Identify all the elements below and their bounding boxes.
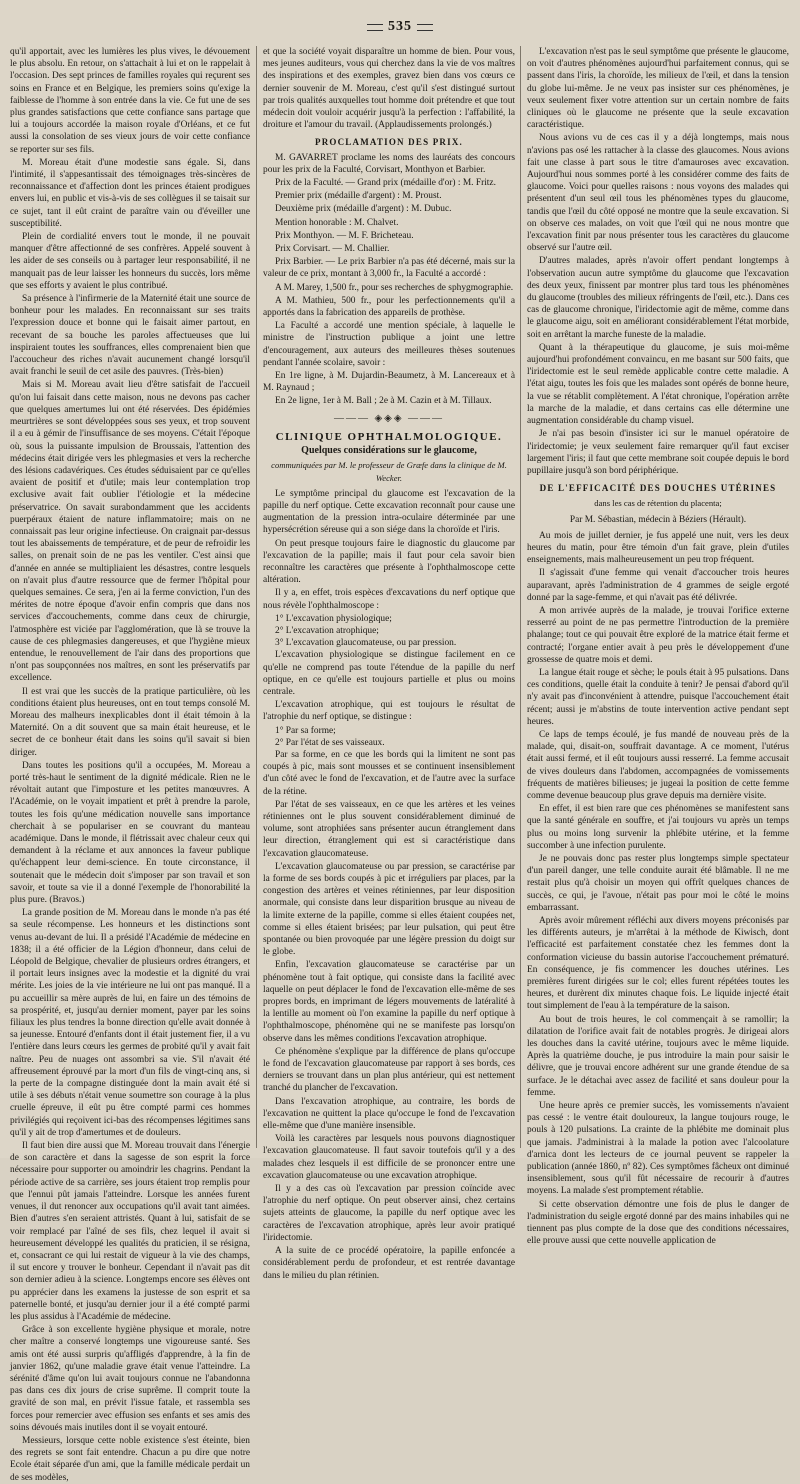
paragraph: Ce laps de temps écoulé, je fus mandé de nouveau près de la malade, qui, disait-on, souffrait davantage. A ce moment, l'utérus était aussi fermé, et il eût toujours aussi resserré. La femme accusait de vives douleurs dans l'abdomen, accompagnées de vomissements fréquents de matières bilieuses; je jugeai la position de cette femme comme devenue beaucoup plus grave depuis ma dernière visite. [527,729,789,801]
paragraph: Le symptôme principal du glaucome est l'excavation de la papille du nerf optique. Cette excavation reconnaît pour cause une augmentation de la pression intra-oculaire déterminée par une hypersécrétion séreuse qui a son siége dans la choroïde et l'iris. [263,488,515,536]
paragraph: Il est vrai que les succès de la pratique particulière, où les conditions étaient plus heureuses, ont en tout temps consolé M. Moreau des malheurs inexplicables dont il était témoin à la Maternité. On a dit souvent que sa main était heureuse, et le secret de ce bonheur était dans les soins qu'il savait si bien diriger. [10,686,250,758]
prize-line: Prix Corvisart. — M. Challier. [275,244,390,255]
clinic-heading: CLINIQUE OPHTHALMOLOGIQUE. [275,430,503,443]
paragraph: M. GAVARRET proclame les noms des lauréats des concours pour les prix de la Faculté, Corvisart, Monthyon et Barbier. [263,152,515,175]
paragraph: Par sa forme, en ce que les bords qui la limitent ne sont pas coupés à pic, mais sont mousses et se continuent insensiblement d'un côté avec le fond de l'excavation, et de l'autre avec la surface de la rétine. [263,749,515,797]
douches-subheading: dans les cas de rétention du placenta; [594,498,722,509]
page-header [0,14,800,40]
column-3 [527,46,789,1247]
column-divider [256,46,257,1148]
paragraph: L'excavation physiologique se distingue facilement en ce qu'elle ne comprend pas toute l'étendue de la papille du nerf optique, en ce qu'elle est toujours partielle et plus ou moins centrale. [263,650,515,697]
paragraph: Dans l'excavation atrophique, au contraire, les bords de l'excavation ne quittent la place qu'occupe le fond de l'excavation elle-même que d'une manière insensible. [263,1096,515,1132]
paragraph: Il faut bien dire aussi que M. Moreau trouvait dans l'énergie de son caractère et dans la sagesse de son esprit la force nécessaire pour supporter ou amoindrir les chagrins. Pendant la période active de sa carrière, ses jours étaient trop remplis pour que l'ennui pût jamais l'atteindre. Lorsque les années furent venues, il dut renoncer aux occupations qu'il avait tant aimées. Bien d'autres s'en seraient attristés. Quant à lui, satisfait de se voir remplacé par l'aîné de ses fils, chez lequel il avait si heureusement développé les qualités du praticien, il se résigna, et, consacrant ce qui lui restait de vigueur à la vie des champs, il sut encore y trouver le bonheur. Cependant il n'avait pas dit son dernier adieu à la science. Longtemps encore ses élèves ont pu apprécier dans les examens la justesse de son esprit et sa paternelle bonté, et jusqu'au dernier jour il a été compté parmi les plus assidus à l'Académie de médecine. [10,1141,250,1322]
paragraph: L'excavation n'est pas le seul symptôme que présente le glaucome, on voit d'autres phénomènes aujourd'hui parfaitement connus, qui se passent dans l'iris, la choroïde, les milieux de l'œil, et dans la tension du globe lui-même. Je ne veux pas insister sur ces phénomènes, je veux seulement fixer votre attention sur un certain nombre de faits cliniques où le glaucome ne présente que la seule excavation caractéristique. [527,47,789,131]
paragraph: Je ne pouvais donc pas rester plus longtemps simple spectateur d'un pareil danger, une telle conduite aurait été blâmable. Il ne me restait plus qu'à choisir un moyen qui offrît quelques chances de succès, ce qui, je l'avoue, n'était pas pour moi le côté le moins embarrassant. [527,854,789,913]
paragraph: Enfin, l'excavation glaucomateuse se caractérise par un phénomène tout à fait optique, qui consiste dans la facilité avec laquelle on peut déplacer le fond de l'excavation elle-même de ses propres bords, en imprimant de légers mouvements de latéralité à la lentille au moment où l'on examine la papille du nerf optique à l'ophthalmoscope, phénomène qui ne se manifeste pas lorsqu'on observe dans les mêmes conditions l'excavation atrophique. [263,960,515,1044]
paragraph: Plein de cordialité envers tout le monde, il ne pouvait manquer d'être affectionné de ses confrères. Appelé souvent à les aider de ses conseils ou à partager leur responsabilité, il ne manquait pas de leur laisser les honneurs du succès, lors même que ses efforts y avaient le plus contribué. [10,232,250,291]
prize-line: En 2e ligne, 1er à M. Ball ; 2e à M. Cazin et à M. Tillaux. [275,396,492,407]
paragraph: Il y a, en effet, trois espèces d'excavations du nerf optique que nous révèle l'ophthalmoscope : [263,588,515,611]
prizes-heading: PROCLAMATION DES PRIX. [315,137,463,148]
paragraph: Nous avions vu de ces cas il y a déjà longtemps, mais nous n'avions pas osé les rattacher à la classe des glaucomes. Nous avions fait une classe à part sous le titre d'amauroses avec excavation. Aujourd'hui nous sommes porté à les considérer comme des faits de glaucome. Voici pour quelles raisons : nous voyons des malades qui présentent d'un seul œil tous les phénomènes types du glaucome, tandis que l'œil du côté opposé ne montre que la seule excavation. Si on observe ces malades, on voit que l'œil qui ne nous montre que l'excavation finit par nous présenter tous les caractères du glaucome observé sur l'autre œil. [527,133,789,254]
list-item: 2° Par l'état de ses vaisseaux. [275,737,385,748]
paragraph: Quant à la thérapeutique du glaucome, je suis moi-même aujourd'hui profondément convaincu, en me basant sur 500 faits, que l'iridectomie est le seul remède applicable contre cette maladie. A l'état aigu, toutes les fois que les malades sont opérés de bonne heure, la vue se rétablit complètement. A l'état chronique, l'opération arrête la marche de la maladie, et dans certains cas elle détermine une augmentation considérable du champ visuel. [527,342,789,427]
paragraph: et que la société voyait disparaître un homme de bien. Pour vous, mes jeunes auditeurs, vous qui cherchez dans la vie de vos maîtres des inspirations et des exemples, gravez bien dans vos cœurs ce dernier souvenir de M. Moreau, c'est qu'il s'est distingué surtout par trois qualités auxquelles tout homme doit prétendre et que tout médecin doit vouloir acquérir jusqu'à la perfection : l'affabilité, la droiture et l'amour du travail. (Applaudissements prolongés.) [263,47,515,131]
prize-line: Prix de la Faculté. — Grand prix (médaille d'or) : M. Fritz. [275,178,496,189]
prize-line: A M. Marey, 1,500 fr., pour ses recherches de sphygmographie. [275,282,514,293]
paragraph: A mon arrivée auprès de la malade, je trouvai l'orifice externe resserré au point de ne pas permettre l'introduction de la première phalange; tout ce qui pouvait être exploré de la matrice était ferme et contracté; l'organe entier avait à peu près le développement d'une grossesse de quatre mois et demi. [527,605,789,665]
list-item: 1° L'excavation physiologique; [275,613,392,624]
excavation-types-list [263,613,515,650]
ornament-divider: ——— ◈◈◈ ——— [333,412,445,424]
paragraph: Par l'état de ses vaisseaux, en ce que les artères et les veines rétiniennes ont le plus souvent considérablement diminué de volume, sont atrophiées sans présenter aucun étranglement dans leur direction, étranglement qui est si caractéristique dans l'excavation glaucomateuse. [263,799,515,859]
paragraph: L'excavation atrophique, qui est toujours le résultat de l'atrophie du nerf optique, se distingue : [263,700,515,723]
clinic-attribution: communiquées par M. le professeur de Græfe dans la clinique de M. Wecker. [271,460,507,483]
paragraph: Messieurs, lorsque cette noble existence s'est éteinte, bien des regrets se sont fait entendre. Chacun a pu dire que notre Ecole était séparée d'un ami, que la famille médicale perdait un de ses modèles, [10,1435,250,1483]
clinic-subheading: Quelques considérations sur le glaucome, [301,445,477,457]
prize-line: Premier prix (médaille d'argent) : M. Proust. [275,191,442,202]
column-1 [10,46,250,1483]
column-divider [520,46,521,1148]
paragraph: Si cette observation démontre une fois de plus le danger de l'administration du seigle ergoté donné par des mains inhabiles qui ne tiennent pas plus compte de la dose que des conditions nécessaires, elle prouve aussi que cette nouvelle application de [527,1199,789,1247]
list-item: 3° L'excavation glaucomateuse, ou par pression. [275,638,457,649]
paragraph: Grâce à son excellente hygiène physique et morale, notre cher maître a conservé longtemps une vigoureuse santé. Ses amis ont été aussi surpris qu'affligés d'apprendre, à la fin de janvier 1862, qu'une maladie grave était venue l'atteindre. La sérénité d'âme qu'on lui avait toujours connue ne l'abandonna pas dans ces dix jours de crise suprême. Il comprit toute la gravité de son mal, en prévit l'issue fatale, et rassembla ses forces pour remercier avec effusion ses enfants et ses amis des soins dévoués mais inutiles dont il se voyait entouré. [10,1325,250,1433]
paragraph: D'autres malades, après n'avoir offert pendant longtemps à l'observation aucun autre symptôme du glaucome que l'excavation des deux yeux, finissent par montrer plus tard tous les phénomènes du glaucome (troubles des milieux réfringents de l'œil, etc.). Dans ces cas de glaucome chronique, l'iridectomie agit de même, comme dans le glaucome aigu, soit en améliorant considérablement l'état morbide, soit en arrêtant la marche funeste de la maladie. [527,256,789,340]
paragraph: qu'il apportait, avec les lumières les plus vives, le dévouement le plus absolu. En retour, on s'attachait à lui et on le rappelait à l'occasion. Des sept princes de familles royales qui reçurent ses soins en France et en Belgique, les premiers soins qu'exige la faiblesse de l'homme à son entrée dans la vie. Ce fut une de ses plus grandes satisfactions que cette confiance sans partage que lui a toujours accordée la maison royale d'Orléans, et ce fut aussi la consolation de ses vieux jours de voir cette confiance se reporter sur ses fils. [10,47,250,155]
header-rule-left [367,24,383,31]
paragraph: Je n'ai pas besoin d'insister ici sur le manuel opératoire de l'iridectomie; je veux seulement faire remarquer qu'il faut exciser largement l'iris; il faut que cette membrane soit coupée depuis le bord pupillaire jusqu'à son bord périphérique. [527,429,789,476]
prize-line: En 1re ligne, à M. Dujardin-Beaumetz, à M. Lancereaux et à M. Raynaud ; [263,371,515,394]
paragraph: Au bout de trois heures, le col commençait à se ramollir; la dilatation de l'orifice avait fait de notables progrès. Je dirigeai alors les douches dans la cavité utérine, toujours avec le même liquide. Après la quatrième douche, je pus introduire la main pour saisir le délivre, que je trouvai encore adhérent sur une grande étendue de sa surface. Je le détachai avec assez de facilité et sans douleur pour la femme. [527,1014,789,1098]
page-number: 535 [388,19,412,34]
header-rule-right [417,24,433,31]
prize-line: Mention honorable : M. Chalvet. [275,217,399,228]
paragraph: La langue était rouge et sèche; le pouls était à 95 pulsations. Dans ces conditions, quelle était la conduite à tenir? Je pensai d'abord qu'il n'y avait pas d'inconvénient à attendre, puisque l'accouchement était récent; aussi je m'abstins de toute intervention active pendant sept heures. [527,667,789,727]
douches-heading: DE L'EFFICACITÉ DES DOUCHES UTÉRINES [539,483,777,494]
paragraph: Voilà les caractères par lesquels nous pouvons diagnostiquer l'excavation glaucomateuse. Il faut savoir toutefois qu'il y a des malades chez lesquels il est difficile de se prononcer entre une excavation glaucomateuse ou une excavation atrophique. [263,1134,515,1181]
paragraph: La grande position de M. Moreau dans le monde n'a pas été sa seule récompense. Les honneurs et les distinctions sont venus au-devant de lui. Il a présidé l'Académie de médecine en 1838; il a été officier de la Légion d'honneur, dans celui de Léopold de Belgique, chevalier de plusieurs ordres étrangers, et il portait leurs insignes avec la modestie et la dignité du vrai mérite. Les joies de la vie intérieure ne lui ont pas manqué. Il a pu accueillir sa mère auprès de lui, en faire un des témoins de sa prospérité, et, jusqu'au dernier moment, payer par les soins filiaux les plus tendres la bonne direction qu'elle avait donnée à sa jeunesse. Entouré d'enfants dont il était justement fier, il a vu l'entière dans leurs cœurs les germes de probité qu'il y avait fait naître. Peu de nuages ont assombri sa vie. S'il n'avait été affreusement éprouvé par la mort d'un fils de vingt-cinq ans, si la perte de la compagne distinguée dont la main avait été si utile à ses débuts n'était venue soumettre son courage à la plus cruelle épreuve, il eût pu être compté parmi ces hommes privilégiés qui reçoivent ici-bas des récompenses légitimes sans qu'il y ait de trop d'amertumes et de douleurs. [10,908,250,1138]
prize-line: Deuxième prix (médaille d'argent) : M. Dubuc. [275,204,452,215]
column-2 [263,46,515,1281]
paragraph: Sa présence à l'infirmerie de la Maternité était une source de bonheur pour les malades. En reconnaissant sur ses traits l'expression douce et bonne qui le faisait aimer partout, en recevant de sa bouche les paroles affectueuses que lui inspiraient toutes les souffrances, elles comprenaient bien que l'accoucheur des riches n'avait aucunement changé lorsqu'il avait franchi le seuil de cet asile des pauvres. (Très-bien) [10,294,250,378]
paragraph: Ce phénomène s'explique par la différence de plans qu'occupe le fond de l'excavation glaucomateuse par rapport à ses bords, ces derniers se trouvant dans un plan plus antérieur, qui est nettement tranché du plancher de l'excavation. [263,1046,515,1094]
paragraph: Il s'agissait d'une femme qui venait d'accoucher trois heures auparavant, après l'administration de 4 grammes de seigle ergoté donné par la sage-femme, et qui n'avait pas été délivrée. [527,568,789,603]
paragraph: On peut presque toujours faire le diagnostic du glaucome par l'excavation de la papille; mais il faut pour cela savoir bien reconnaître les caractères que présente à l'ophthalmoscope cette altération. [263,538,515,586]
prize-line: A M. Mathieu, 500 fr., pour les perfectionnements qu'il a apportés dans la fabrication des appareils de prothèse. [263,295,515,319]
paragraph: Prix Barbier. — Le prix Barbier n'a pas été décerné, mais sur la valeur de ce prix, montant à 3,000 fr., la Faculté a accordé : [263,257,515,280]
paragraph: M. Moreau était d'une modestie sans égale. Si, dans l'intimité, il s'appesantissait des témoignages très-sincères de reconnaissance et d'affection dont les princes étaient prodigues envers lui, en public et vis-à-vis de ses collègues il se taisait sur ce sujet, tant il eût craint de paraître vain ou d'éveiller une susceptibilité. [10,157,250,229]
paragraph: L'excavation glaucomateuse ou par pression, se caractérise par la forme de ses bords coupés à pic et irréguliers par places, par la congestion des artères et veines rétiniennes, par leur disposition anormale, qui consiste dans leur disparition brusque au niveau de la limite externe de la papille, comme si elles étaient coupées net, comme si elles étaient brisées; par leur pulsation, qui peut être spontanée ou bien provoquée par une légère pression du doigt sur le globe. [263,861,515,958]
paragraph: Il y a des cas où l'excavation par pression coïncide avec l'atrophie du nerf optique. On peut observer ainsi, chez certains sujets atteints de glaucome, la papille du nerf optique avec les caractères de l'excavation atrophique, après leur avoir pratiqué l'iridectomie. [263,1184,515,1243]
paragraph: Mais si M. Moreau avait lieu d'être satisfait de l'accueil qu'on lui faisait dans cette maison, nous ne devons pas cacher que quelques amertumes lui ont été réservées. Des épidémies meurtrières se sont développées sous ses yeux, et trop souvent il a eu à gémir de l'insuffisance de ses moyens. C'était l'époque où, sous la puissante impulsion de Broussais, l'attention des médecins était dirigée vers les phlegmasies et vers la recherche des lésions cadavériques. Ces études séduisaient par ce qu'elles avaient de positif et d'utile; mais leur contemplation trop exclusive avait fait oublier l'étiologie et la médecine préservatrice. On savait surabondamment que les accidents puerpéraux étaient de nature inflammatoire; mais on ne connaissait pas leur origine infectieuse. On craignait par-dessus tout les abaissements de température, et de peur de refroidir les salles, on prenait soin de ne pas les ventiler. C'est ainsi que d'année en année se multipliaient les désastres, contre lesquels on n'avait plus d'autre ressource que de fermer l'hôpital pour quelques semaines. Ce sera, j'en ai la ferme conviction, l'un des mérites de notre époque d'avoir enfin compris que dans nos services d'accouchements, comme dans ceux de chirurgie, l'atmosphère est viciée par l'agglomération, que là se trouve la cause de ces phlegmasies dangereuses, et que l'hygiène mieux entendue, le renouvellement de l'air dans des proportions que n'ont pas soupçonnées nos maîtres, en sont les préservatifs par excellence. [10,380,250,684]
paragraph: Au mois de juillet dernier, je fus appelé une nuit, vers les deux heures du matin, pour être témoin d'un fait grave, plein d'utiles enseignements, mais malheureusement un peu trop fréquent. [527,530,789,566]
atrophy-list [263,725,515,749]
paragraph: La Faculté a accordé une mention spéciale, à laquelle le ministre de l'instruction publique a joint une lettre d'encouragement, aux auteurs des meilleures thèses soutenues pendant l'année scolaire, savoir : [263,321,515,368]
paragraph: Dans toutes les positions qu'il a occupées, M. Moreau a porté très-haut le sentiment de la dignité médicale. Rien ne le révoltait autant que l'imposture et les petites manœuvres. A l'Académie, on le voyait impatient et prêt à prendre la parole, toutes les fois qu'une médication nouvelle sans importance cherchait à se populariser en se couvrant du manteau académique. Dans le monde, il flétrissait avec chaleur ceux qui demandent à la réclame et aux annonces la faveur publique qu'échappent leur demi-science. En toute circonstance, il soutenait que le médecin doit s'imposer par son travail et son savoir, et toute sa vie il a donné l'exemple de l'honorabilité la plus pure. (Bravos.) [10,760,250,906]
paragraph: Une heure après ce premier succès, les vomissements n'avaient pas cessé : le ventre était douloureux, la langue toujours rouge, le pouls à 120 pulsations. La crainte de la phlébite me dominait plus que jamais. J'administrai à la malade la potion avec l'alcoolature d'arnica dont les lecteurs de ce journal peuvent se rappeler la publication (année 1860, nº 82). Ces symptômes fâcheux ont diminué insensiblement, sous qu'il fût nécessaire de recourir à d'autres moyens. La malade s'est promptement rétablie. [527,1101,789,1197]
paragraph: Après avoir mûrement réfléchi aux divers moyens préconisés par les différents auteurs, je m'arrêtai à la méthode de Kiwisch, dont l'efficacité est parfaitement constatée chez les femmes dont la conformation vicieuse du bassin autorise l'accouchement prématuré. En conséquence, je fis commencer les douches utérines. Les premières furent dirigées sur le col; elles furent répétées toutes les heures, et durèrent dix minutes chaque fois. Le liquide injecté était tout simplement de l'eau à la température de la saison. [527,916,789,1012]
list-item: 1° Par sa forme; [275,725,336,736]
prize-line: Prix Monthyon. — M. F. Bricheteau. [275,230,414,241]
article-author: Par M. Sébastian, médecin à Béziers (Hérault). [569,514,747,525]
paragraph: En effet, il est bien rare que ces phénomènes se manifestent sans que la santé générale en souffre, et j'ai toujours vu après un temps plus ou moins long survenir la phlébite utérine, et la femme succomber à une infection purulente. [527,804,789,851]
paragraph: A la suite de ce procédé opératoire, la papille enfoncée a considérablement perdu de profondeur, et est rentrée davantage dans le milieu du plan rétinien. [263,1246,515,1281]
list-item: 2° L'excavation atrophique; [275,625,379,636]
